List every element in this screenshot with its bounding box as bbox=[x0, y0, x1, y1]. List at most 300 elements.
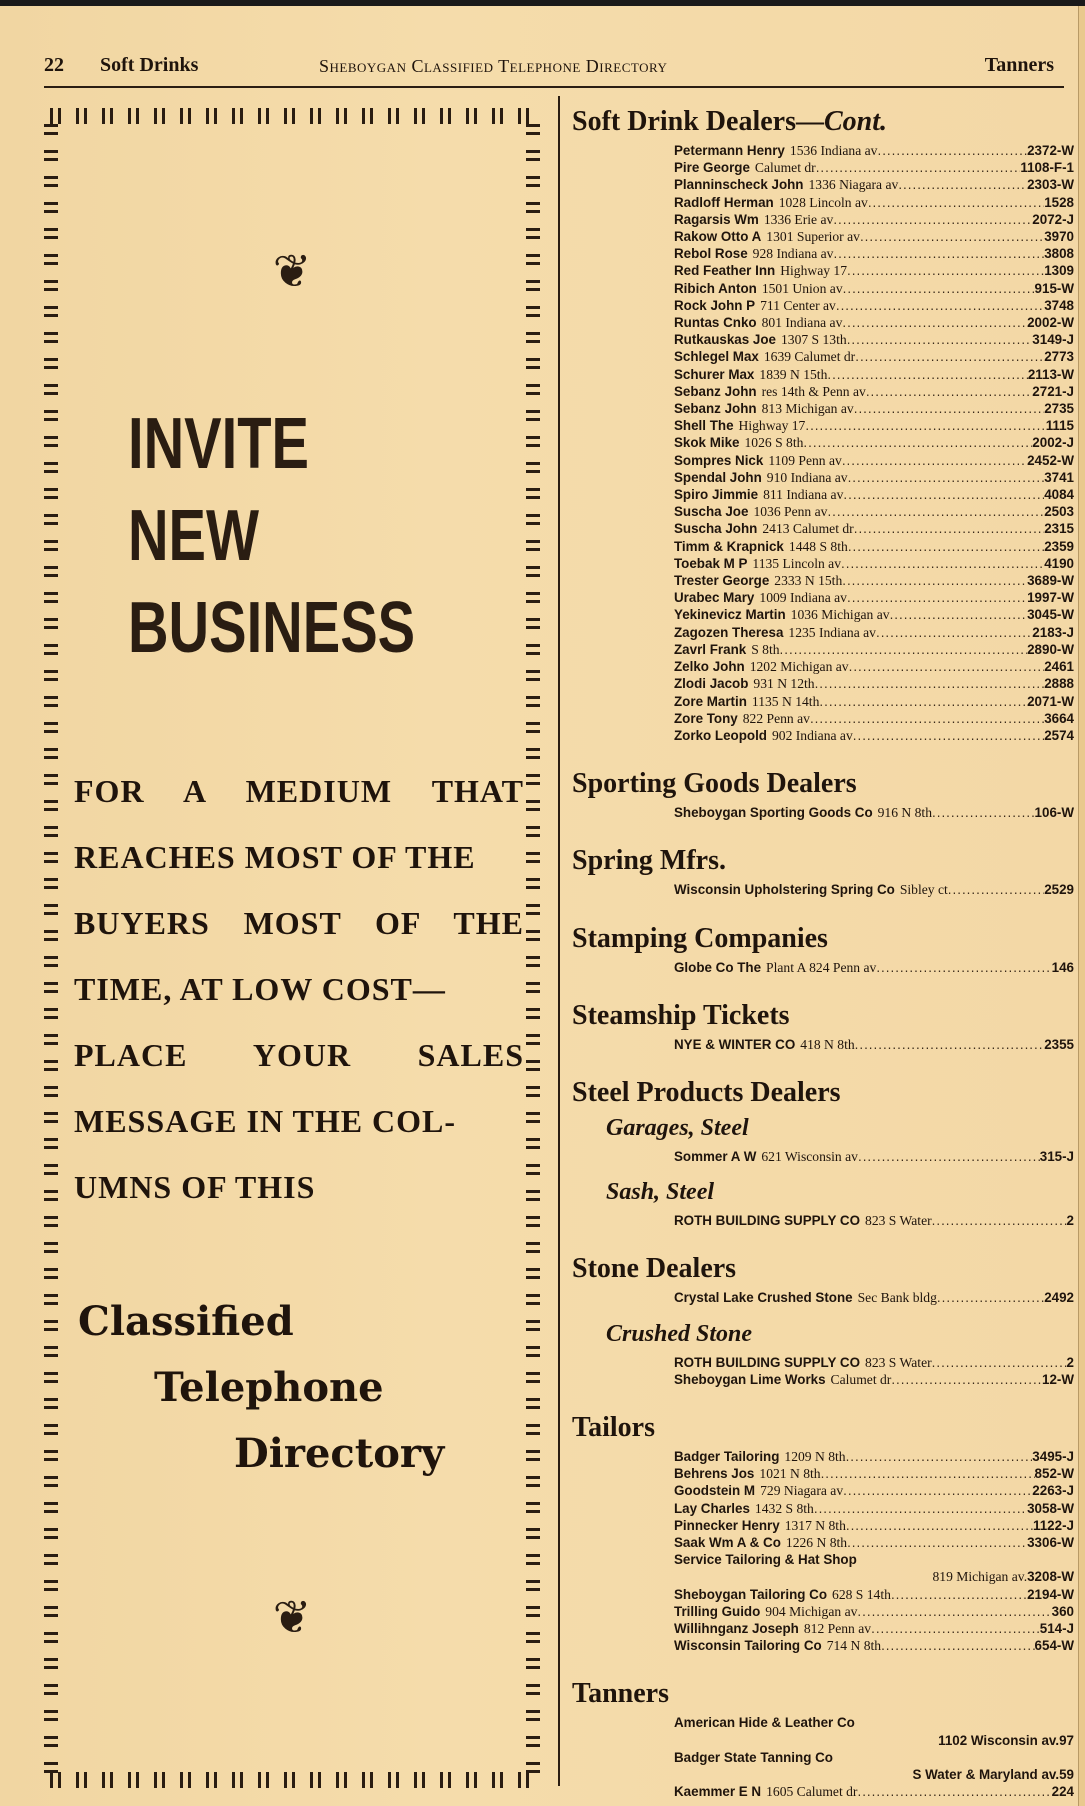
listing-address: 1307 S 13th bbox=[780, 332, 847, 348]
listing-name: Sheboygan Lime Works bbox=[674, 1371, 826, 1387]
listing-number: 2002-J bbox=[1032, 435, 1074, 451]
leader-dots bbox=[847, 589, 1027, 606]
directory-title: Sheboygan Classified Telephone Directory bbox=[319, 56, 668, 76]
listing-entry bbox=[674, 434, 1074, 451]
listing-address: Calumet dr bbox=[830, 1371, 892, 1387]
listing-name: Rock John P bbox=[674, 297, 756, 313]
top-edge bbox=[0, 0, 1085, 6]
listing-number: 2529 bbox=[1044, 882, 1074, 898]
listing-number: 514-J bbox=[1039, 1620, 1074, 1636]
listing-number: 106-W bbox=[1034, 805, 1074, 821]
listing-name: Spendal John bbox=[674, 469, 762, 485]
listing-address: 812 Penn av bbox=[803, 1620, 872, 1636]
leader-dots bbox=[836, 297, 1044, 314]
listing-entry bbox=[674, 1517, 1074, 1534]
listing-address: 1209 N 8th bbox=[784, 1448, 846, 1464]
listing-address: 1639 Calumet dr bbox=[763, 349, 856, 365]
listing-number: 2183-J bbox=[1032, 624, 1074, 640]
listing-entry bbox=[674, 1465, 1074, 1482]
listing-number: 3748 bbox=[1044, 297, 1074, 313]
listing-entry bbox=[674, 606, 1074, 623]
listing-address: 904 Michigan av bbox=[765, 1603, 858, 1619]
leader-dots bbox=[847, 331, 1033, 348]
leader-dots bbox=[854, 520, 1044, 537]
listing-address: 1301 Superior av bbox=[766, 229, 860, 245]
listing-address: 931 N 12th bbox=[753, 676, 815, 692]
leader-dots bbox=[891, 1371, 1042, 1388]
listing-entry bbox=[674, 1500, 1074, 1517]
listing-number: 2735 bbox=[1044, 401, 1074, 417]
listing-name: Behrens Jos bbox=[674, 1466, 755, 1482]
listing-entry bbox=[674, 1637, 1074, 1654]
listing-name: Willihnganz Joseph bbox=[674, 1620, 799, 1636]
listing-entry bbox=[674, 417, 1074, 434]
leader-dots bbox=[849, 658, 1045, 675]
listing-number: 2452-W bbox=[1027, 452, 1074, 468]
listing-number: 3689-W bbox=[1027, 573, 1074, 589]
listing-number: 2492 bbox=[1044, 1290, 1074, 1306]
leader-dots bbox=[803, 434, 1032, 451]
listing-number: 3058-W bbox=[1027, 1500, 1074, 1516]
listing-entry bbox=[674, 881, 1074, 898]
listing-name: American Hide & Leather Co bbox=[674, 1715, 855, 1731]
listing-name: Zagozen Theresa bbox=[674, 624, 784, 640]
leader-dots bbox=[876, 624, 1032, 641]
leader-dots bbox=[932, 804, 1035, 821]
listing-name: Sheboygan Sporting Goods Co bbox=[674, 805, 873, 821]
listing-name: Suscha Joe bbox=[674, 504, 749, 520]
directory-name-line: Telephone bbox=[154, 1364, 384, 1411]
listing-name: Zelko John bbox=[674, 659, 745, 675]
leader-dots bbox=[847, 262, 1044, 279]
listing-address: 2333 N 15th bbox=[774, 573, 843, 589]
listing-address: 1605 Calumet dr bbox=[766, 1784, 858, 1800]
listing-entry bbox=[674, 1620, 1074, 1637]
listing-address: 711 Center av bbox=[760, 297, 836, 313]
listing-number: 1309 bbox=[1044, 263, 1074, 279]
leader-dots bbox=[827, 366, 1027, 383]
section-name: Soft Drinks bbox=[100, 54, 199, 76]
listing-address: 729 Niagara av bbox=[760, 1483, 844, 1499]
leader-dots bbox=[932, 1354, 1067, 1371]
listing-name: Sompres Nick bbox=[674, 452, 764, 468]
listing-number: 2372-W bbox=[1027, 143, 1074, 158]
listing-entry bbox=[674, 959, 1074, 976]
floral-ornament-icon: ❦ bbox=[272, 1592, 312, 1643]
listing-number: 3495-J bbox=[1032, 1448, 1074, 1464]
listing-address: 1501 Union av bbox=[761, 280, 843, 296]
listing-entry bbox=[674, 555, 1074, 572]
listing-entry bbox=[674, 314, 1074, 331]
listing-name: Pinnecker Henry bbox=[674, 1517, 780, 1533]
leader-dots bbox=[833, 245, 1044, 262]
listing-address: 819 Michigan av. bbox=[932, 1569, 1028, 1585]
listing-address: 418 N 8th bbox=[800, 1036, 855, 1052]
listing-name: Toebak M P bbox=[674, 555, 748, 571]
listing-address: 1317 N 8th bbox=[784, 1517, 846, 1533]
leader-dots bbox=[846, 1517, 1033, 1534]
listing-name: Sheboygan Tailoring Co bbox=[674, 1586, 828, 1602]
listing-entry bbox=[674, 262, 1074, 279]
listing-entry bbox=[674, 1448, 1074, 1465]
listing-number: 2 bbox=[1066, 1354, 1074, 1370]
listing-address: 823 S Water bbox=[865, 1354, 932, 1370]
listing-entry bbox=[674, 624, 1074, 641]
listing-name: NYE & WINTER CO bbox=[674, 1036, 796, 1052]
listing-name: Rutkauskas Joe bbox=[674, 332, 776, 348]
listing-number: 360 bbox=[1051, 1603, 1074, 1619]
leader-dots bbox=[827, 503, 1044, 520]
listing-name: Runtas Cnko bbox=[674, 315, 757, 331]
listing-entry bbox=[674, 194, 1074, 211]
listing-entry bbox=[674, 1551, 1074, 1568]
listing-address: 1026 S 8th bbox=[744, 435, 804, 451]
listing-address: res 14th & Penn av bbox=[761, 383, 866, 399]
listing-address: 822 Penn av bbox=[742, 710, 810, 726]
listing-entry bbox=[674, 142, 1074, 159]
right-page-edge bbox=[1078, 6, 1085, 1806]
listing-number: 2721-J bbox=[1032, 383, 1074, 399]
category-heading: Steamship Tickets bbox=[572, 999, 790, 1031]
listing-address: 621 Wisconsin av bbox=[761, 1148, 858, 1164]
headline-line: BUSINESS bbox=[128, 588, 416, 668]
listing-address: 1009 Indiana av bbox=[759, 590, 847, 606]
listing-name: Goodstein M bbox=[674, 1483, 756, 1499]
listing-number: 1115 bbox=[1045, 418, 1074, 434]
leader-dots bbox=[868, 194, 1044, 211]
leader-dots bbox=[805, 417, 1045, 434]
listing-entry bbox=[674, 1289, 1074, 1306]
leader-dots bbox=[843, 486, 1044, 503]
listing-entry bbox=[674, 383, 1074, 400]
listing-entry bbox=[674, 1714, 1074, 1731]
listing-entry bbox=[674, 675, 1074, 692]
listing-entry bbox=[674, 331, 1074, 348]
listing-name: Zore Tony bbox=[674, 710, 738, 726]
listing-number: 2 bbox=[1066, 1213, 1074, 1229]
listing-entry bbox=[674, 348, 1074, 365]
listing-entry bbox=[674, 1148, 1074, 1165]
listing-entry-continued bbox=[674, 1732, 1074, 1749]
listing-address: 1202 Michigan av bbox=[749, 659, 849, 675]
listing-address: 1036 Michigan av bbox=[790, 607, 890, 623]
listing-entry bbox=[674, 1749, 1074, 1766]
listing-name: Red Feather Inn bbox=[674, 263, 776, 279]
category-heading: Tailors bbox=[572, 1411, 655, 1443]
listing-name: Suscha John bbox=[674, 521, 758, 537]
leader-dots bbox=[843, 280, 1035, 297]
listing-address: 1235 Indiana av bbox=[788, 624, 876, 640]
listing-name: Lay Charles bbox=[674, 1500, 750, 1516]
listing-entry bbox=[674, 710, 1074, 727]
listing-number: 2890-W bbox=[1027, 641, 1074, 657]
leader-dots bbox=[819, 693, 1027, 710]
listing-number: 2574 bbox=[1044, 727, 1074, 743]
listing-name: Zlodi Jacob bbox=[674, 676, 749, 692]
listing-group bbox=[674, 1212, 1074, 1229]
listing-group bbox=[674, 1148, 1074, 1165]
leader-dots bbox=[877, 142, 1027, 159]
listing-name: Zore Martin bbox=[674, 693, 747, 709]
leader-dots bbox=[816, 159, 1021, 176]
listing-entry bbox=[674, 693, 1074, 710]
subcategory-heading: Crushed Stone bbox=[606, 1320, 753, 1347]
category-heading: Stamping Companies bbox=[572, 922, 828, 954]
leader-dots bbox=[833, 211, 1032, 228]
listing-number: 2503 bbox=[1044, 504, 1074, 520]
ad-headline bbox=[128, 398, 424, 674]
ornamental-border-left bbox=[44, 118, 58, 1778]
listing-entry bbox=[674, 366, 1074, 383]
listing-number: 315-J bbox=[1039, 1148, 1074, 1164]
listing-name: Trester George bbox=[674, 573, 770, 589]
heading-text: Soft Drink Dealers— bbox=[572, 106, 824, 137]
listing-number: 2359 bbox=[1044, 538, 1074, 554]
listing-entry bbox=[674, 228, 1074, 245]
listing-name: Zavrl Frank bbox=[674, 641, 747, 657]
leader-dots bbox=[854, 400, 1044, 417]
listing-name: Timm & Krapnick bbox=[674, 538, 784, 554]
listing-name: Sebanz John bbox=[674, 383, 757, 399]
listing-address: Highway 17 bbox=[780, 263, 848, 279]
listing-address: 916 N 8th bbox=[877, 805, 932, 821]
listing-address: 1109 Penn av bbox=[768, 452, 842, 468]
leader-dots bbox=[855, 348, 1044, 365]
ad-body-line: TIME, AT LOW COST— bbox=[74, 971, 446, 1007]
listing-address: 801 Indiana av bbox=[761, 315, 843, 331]
leader-dots bbox=[858, 1148, 1040, 1165]
listing-address: 813 Michigan av bbox=[761, 401, 854, 417]
listing-number: 2888 bbox=[1044, 676, 1074, 692]
headline-line: INVITE bbox=[128, 404, 309, 484]
leader-dots bbox=[853, 727, 1044, 744]
listing-name: Rakow Otto A bbox=[674, 229, 762, 245]
leader-dots bbox=[937, 1289, 1044, 1306]
listing-name: Skok Mike bbox=[674, 435, 740, 451]
listing-entry-continued bbox=[674, 1766, 1074, 1783]
leader-dots bbox=[847, 1534, 1027, 1551]
ad-body-line: BUYERS MOST OF THE bbox=[74, 905, 524, 941]
listing-entry bbox=[674, 245, 1074, 262]
listing-address: 1839 N 15th bbox=[759, 366, 828, 382]
listing-name: Pire George bbox=[674, 160, 750, 176]
listing-name: Crystal Lake Crushed Stone bbox=[674, 1290, 853, 1306]
leader-dots bbox=[876, 959, 1051, 976]
listing-address: 628 S 14th bbox=[832, 1586, 891, 1602]
heading-cont: Cont. bbox=[823, 106, 888, 137]
guide-word: Tanners bbox=[984, 54, 1054, 76]
leader-dots bbox=[841, 555, 1044, 572]
listing-number: 146 bbox=[1051, 959, 1074, 975]
listing-group bbox=[674, 1354, 1074, 1388]
ad-body-line: FOR A MEDIUM THAT bbox=[74, 773, 524, 809]
directory-name-line: Directory bbox=[234, 1430, 445, 1477]
listing-entry bbox=[674, 176, 1074, 193]
listing-address: 910 Indiana av bbox=[766, 469, 848, 485]
leader-dots bbox=[898, 176, 1027, 193]
listing-address: 1036 Penn av bbox=[753, 504, 828, 520]
listing-name: Zorko Leopold bbox=[674, 727, 767, 743]
listing-number: 2002-W bbox=[1027, 315, 1074, 331]
category-heading: Spring Mfrs. bbox=[572, 845, 726, 877]
listing-entry bbox=[674, 1212, 1074, 1229]
listing-group bbox=[674, 804, 1074, 821]
listing-group bbox=[674, 1289, 1074, 1306]
listing-address: 1135 N 14th bbox=[751, 693, 820, 709]
column-divider bbox=[558, 96, 560, 1786]
listing-number: 2461 bbox=[1044, 659, 1074, 675]
leader-dots bbox=[871, 1620, 1040, 1637]
listing-address: Plant A 824 Penn av bbox=[766, 959, 877, 975]
listing-address: 1336 Niagara av bbox=[808, 177, 899, 193]
page-header bbox=[44, 54, 1064, 88]
listing-number: 852-W bbox=[1034, 1466, 1074, 1482]
listing-number: 224 bbox=[1051, 1784, 1074, 1800]
listing-entry bbox=[674, 727, 1074, 744]
leader-dots bbox=[860, 228, 1044, 245]
listing-number: 12-W bbox=[1042, 1371, 1074, 1387]
listing-number: 3970 bbox=[1044, 229, 1074, 245]
listing-number: 3306-W bbox=[1027, 1534, 1074, 1550]
listing-entry bbox=[674, 538, 1074, 555]
category-heading: Tanners bbox=[572, 1678, 670, 1710]
leader-dots bbox=[842, 452, 1027, 469]
leader-dots bbox=[780, 641, 1028, 658]
listings-column bbox=[572, 106, 1072, 1800]
listing-name: Service Tailoring & Hat Shop bbox=[674, 1552, 857, 1568]
listing-number: 1997-W bbox=[1027, 590, 1074, 606]
listing-entry bbox=[674, 400, 1074, 417]
listing-number: 3045-W bbox=[1027, 607, 1074, 623]
listing-address: S Water & Maryland av. bbox=[912, 1766, 1060, 1782]
leader-dots bbox=[848, 538, 1044, 555]
listing-number: 1122-J bbox=[1033, 1517, 1074, 1533]
listing-number: 3808 bbox=[1044, 246, 1074, 262]
ad-body-line: REACHES MOST OF THE bbox=[74, 839, 476, 875]
listing-address: 2413 Calumet dr bbox=[762, 521, 854, 537]
directory-name-line: Classified bbox=[78, 1298, 294, 1345]
listing-name: Sommer A W bbox=[674, 1148, 757, 1164]
leader-dots bbox=[855, 1036, 1045, 1053]
listing-address: 714 N 8th bbox=[826, 1638, 882, 1654]
listing-entry bbox=[674, 297, 1074, 314]
listing-entry bbox=[674, 1482, 1074, 1499]
category-heading: Steel Products Dealers bbox=[572, 1076, 841, 1108]
ad-body bbox=[74, 758, 524, 1220]
ornamental-border-bottom bbox=[44, 1772, 540, 1788]
listing-entry bbox=[674, 1586, 1074, 1603]
listing-address: 1536 Indiana av bbox=[789, 143, 878, 158]
listing-entry-continued bbox=[674, 1568, 1074, 1585]
listing-group bbox=[674, 142, 1074, 744]
leader-dots bbox=[881, 1637, 1034, 1654]
leader-dots bbox=[843, 1482, 1032, 1499]
listing-entry bbox=[674, 211, 1074, 228]
leader-dots bbox=[857, 1783, 1051, 1800]
leader-dots bbox=[846, 1448, 1033, 1465]
listing-number: 2113-W bbox=[1027, 366, 1074, 382]
listing-entry bbox=[674, 486, 1074, 503]
listing-name: Yekinevicz Martin bbox=[674, 607, 786, 623]
headline-line: NEW bbox=[128, 496, 260, 576]
listing-group bbox=[674, 1448, 1074, 1654]
listing-number: 3208-W bbox=[1027, 1569, 1074, 1585]
listing-group bbox=[674, 1036, 1074, 1053]
listing-entry bbox=[674, 159, 1074, 176]
category-heading: Stone Dealers bbox=[572, 1253, 737, 1285]
listing-name: Radloff Herman bbox=[674, 194, 774, 210]
listing-group bbox=[674, 1714, 1074, 1800]
listing-entry bbox=[674, 452, 1074, 469]
listing-number: 3741 bbox=[1044, 469, 1074, 485]
ad-body-line: UMNS OF THIS bbox=[74, 1169, 316, 1205]
listing-address: 1102 Wisconsin av. bbox=[938, 1732, 1060, 1748]
listing-entry bbox=[674, 1371, 1074, 1388]
listing-entry bbox=[674, 280, 1074, 297]
listing-entry bbox=[674, 469, 1074, 486]
listing-address: Sec Bank bldg bbox=[857, 1290, 937, 1306]
listing-entry bbox=[674, 520, 1074, 537]
listing-entry bbox=[674, 1603, 1074, 1620]
listing-name: ROTH BUILDING SUPPLY CO bbox=[674, 1213, 861, 1229]
listing-address: 1028 Lincoln av bbox=[778, 194, 868, 210]
listing-address: 823 S Water bbox=[865, 1213, 932, 1229]
category-heading bbox=[572, 106, 1072, 138]
listing-entry bbox=[674, 658, 1074, 675]
subcategory-heading: Sash, Steel bbox=[606, 1179, 715, 1206]
listing-name: Spiro Jimmie bbox=[674, 487, 759, 503]
listing-address: Sibley ct bbox=[899, 882, 948, 898]
leader-dots bbox=[890, 606, 1028, 623]
listing-name: Badger State Tanning Co bbox=[674, 1749, 833, 1765]
listing-group bbox=[674, 959, 1074, 976]
leader-dots bbox=[857, 1603, 1051, 1620]
listing-number: 3664 bbox=[1044, 710, 1074, 726]
listing-number: 59 bbox=[1059, 1766, 1074, 1782]
listing-number: 915-W bbox=[1034, 280, 1074, 296]
listing-entry bbox=[674, 572, 1074, 589]
listing-name: Urabec Mary bbox=[674, 590, 755, 606]
listing-entry bbox=[674, 804, 1074, 821]
listing-number: 1108-F-1 bbox=[1020, 160, 1074, 176]
listing-entry bbox=[674, 641, 1074, 658]
listing-address: 1432 S 8th bbox=[754, 1500, 814, 1516]
listing-number: 2072-J bbox=[1032, 211, 1074, 227]
listing-name: Shell The bbox=[674, 418, 734, 434]
listing-name: Globe Co The bbox=[674, 959, 762, 975]
leader-dots bbox=[866, 383, 1032, 400]
listing-name: Sebanz John bbox=[674, 401, 757, 417]
listing-number: 4190 bbox=[1044, 555, 1074, 571]
leader-dots bbox=[948, 881, 1044, 898]
listing-entry bbox=[674, 503, 1074, 520]
listing-name: Kaemmer E N bbox=[674, 1784, 762, 1800]
leader-dots bbox=[842, 314, 1027, 331]
leader-dots bbox=[815, 675, 1045, 692]
listing-group bbox=[674, 881, 1074, 898]
listing-name: Ribich Anton bbox=[674, 280, 757, 296]
floral-ornament-icon: ❦ bbox=[272, 246, 312, 297]
listing-name: Schurer Max bbox=[674, 366, 755, 382]
listing-number: 2263-J bbox=[1032, 1483, 1074, 1499]
subcategory-heading: Garages, Steel bbox=[606, 1114, 749, 1141]
listing-entry bbox=[674, 1354, 1074, 1371]
listing-name: Ragarsis Wm bbox=[674, 211, 759, 227]
listing-name: ROTH BUILDING SUPPLY CO bbox=[674, 1354, 861, 1370]
listing-name: Schlegel Max bbox=[674, 349, 759, 365]
listing-entry bbox=[674, 1036, 1074, 1053]
listing-name: Rebol Rose bbox=[674, 246, 748, 262]
